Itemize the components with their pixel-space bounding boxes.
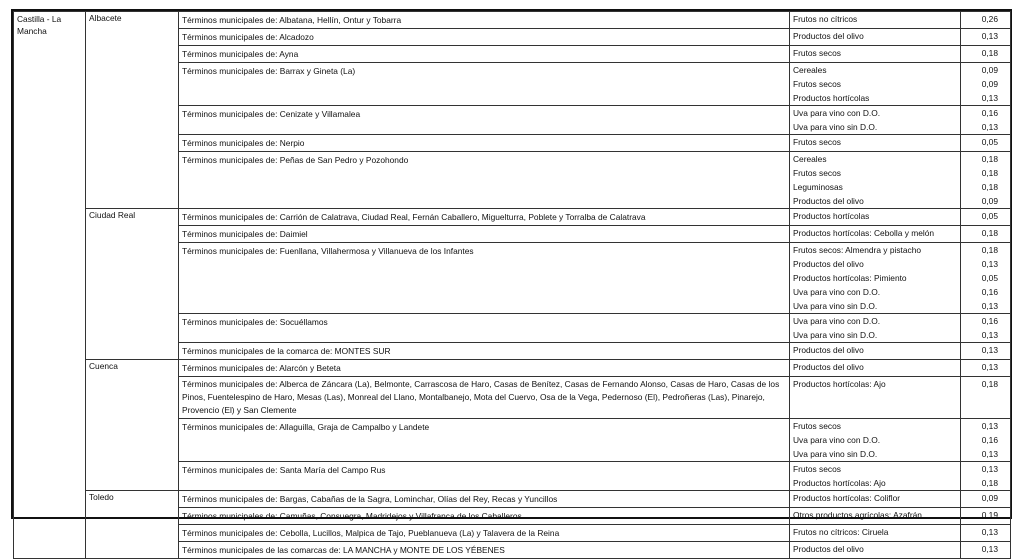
reduction-value: 0,13 (981, 301, 998, 311)
province-cell: Albacete (86, 12, 179, 209)
reduction-value: 0,18 (981, 228, 998, 238)
province-cell: Cuenca (86, 360, 179, 491)
reduction-value: 0,09 (981, 79, 998, 89)
product-label: Uva para vino con D.O. (793, 435, 881, 445)
terms-cell: Términos municipales de: Alarcón y Beteta (179, 360, 790, 377)
product-label: Frutos secos: Almendra y pistacho (793, 245, 922, 255)
table-row (14, 491, 1011, 508)
product-cell (790, 419, 961, 462)
reduction-value: 0,05 (981, 273, 998, 283)
reduction-value: 0,13 (981, 464, 998, 474)
reduction-value: 0,13 (981, 122, 998, 132)
terms-cell: Términos municipales de: Alcadozo (179, 29, 790, 46)
product-cell (790, 29, 961, 46)
value-cell (961, 542, 1011, 559)
reduction-value: 0,09 (981, 196, 998, 206)
terms-cell: Términos municipales de: Ayna (179, 46, 790, 63)
terms-cell: Términos municipales de: Peñas de San Pedro y Pozohondo (179, 152, 790, 209)
product-label: Cereales (793, 154, 827, 164)
product-cell (790, 226, 961, 243)
reduction-value: 0,13 (981, 345, 998, 355)
product-cell (790, 135, 961, 152)
table-row (14, 12, 1011, 29)
reduction-value: 0,26 (981, 14, 998, 24)
terms-cell: Términos municipales de las comarcas de: LA MANCHA y MONTE DE LOS YÉBENES (179, 542, 790, 559)
value-cell (961, 419, 1011, 462)
product-label: Uva para vino con D.O. (793, 316, 881, 326)
reduction-value: 0,18 (981, 154, 998, 164)
product-cell (790, 525, 961, 542)
reduction-value: 0,05 (981, 211, 998, 221)
product-cell (790, 12, 961, 29)
value-cell (961, 209, 1011, 226)
terms-cell: Términos municipales de: Bargas, Cabañas de la Sagra, Lominchar, Olías del Rey, Recas y Yuncillos (179, 491, 790, 508)
terms-cell: Términos municipales de: Cebolla, Lucillos, Malpica de Tajo, Pueblanueva (La) y Talavera de la Reina (179, 525, 790, 542)
reduction-value: 0,18 (981, 48, 998, 58)
product-cell (790, 377, 961, 419)
product-label: Frutos secos (793, 137, 841, 147)
product-cell (790, 542, 961, 559)
product-label: Cereales (793, 65, 827, 75)
reduction-table (13, 11, 1011, 559)
reduction-value: 0,13 (981, 31, 998, 41)
product-label: Leguminosas (793, 182, 843, 192)
reduction-value: 0,13 (981, 527, 998, 537)
product-label: Productos del olivo (793, 259, 864, 269)
value-cell (961, 135, 1011, 152)
reduction-value: 0,18 (981, 379, 998, 389)
value-cell (961, 46, 1011, 63)
reduction-value: 0,09 (981, 493, 998, 503)
community-cell: Castilla - La Mancha (14, 12, 86, 559)
product-label: Productos del olivo (793, 362, 864, 372)
terms-cell: Términos municipales de: Socuéllamos (179, 314, 790, 343)
province-cell: Ciudad Real (86, 209, 179, 360)
reduction-value: 0,16 (981, 435, 998, 445)
reduction-value: 0,16 (981, 287, 998, 297)
value-cell (961, 29, 1011, 46)
product-label: Productos hortícolas: Ajo (793, 478, 886, 488)
terms-cell: Términos municipales de: Barrax y Gineta (La) (179, 63, 790, 106)
value-cell (961, 525, 1011, 542)
product-label: Uva para vino sin D.O. (793, 330, 878, 340)
value-cell (961, 12, 1011, 29)
product-label: Productos del olivo (793, 196, 864, 206)
terms-cell: Términos municipales de: Fuenllana, Villahermosa y Villanueva de los Infantes (179, 243, 790, 314)
product-label: Productos hortícolas (793, 93, 870, 103)
product-label: Productos hortícolas: Pimiento (793, 273, 907, 283)
product-label: Uva para vino sin D.O. (793, 122, 878, 132)
product-label: Frutos no cítricos (793, 14, 858, 24)
reduction-value: 0,13 (981, 449, 998, 459)
value-cell (961, 491, 1011, 508)
terms-cell: Términos municipales de: Carrión de Calatrava, Ciudad Real, Fernán Caballero, Miguelturra, Poblete y Torralba de Calatrava (179, 209, 790, 226)
product-label: Otros productos agrícolas: Azafrán (793, 510, 922, 520)
reduction-value: 0,18 (981, 182, 998, 192)
reduction-value: 0,13 (981, 330, 998, 340)
product-cell (790, 209, 961, 226)
value-cell (961, 343, 1011, 360)
value-cell (961, 152, 1011, 209)
terms-cell: Términos municipales de: Daimiel (179, 226, 790, 243)
table-body (14, 12, 1011, 559)
reduction-value: 0,13 (981, 93, 998, 103)
product-label: Uva para vino sin D.O. (793, 301, 878, 311)
table-frame (11, 9, 1012, 555)
product-label: Frutos no cítricos: Ciruela (793, 527, 889, 537)
reduction-value: 0,13 (981, 362, 998, 372)
table-row (14, 209, 1011, 226)
product-label: Frutos secos (793, 48, 841, 58)
product-cell (790, 343, 961, 360)
product-cell (790, 46, 961, 63)
value-cell (961, 243, 1011, 314)
product-label: Productos hortícolas: Cebolla y melón (793, 228, 935, 238)
product-label: Productos del olivo (793, 31, 864, 41)
product-label: Productos hortícolas: Coliflor (793, 493, 901, 503)
province-cell: Toledo (86, 491, 179, 559)
reduction-value: 0,13 (981, 544, 998, 554)
product-label: Productos del olivo (793, 544, 864, 554)
terms-cell: Términos municipales de: Allaguilla, Graja de Campalbo y Landete (179, 419, 790, 462)
product-label: Frutos secos (793, 168, 841, 178)
product-label: Frutos secos (793, 421, 841, 431)
terms-cell: Términos municipales de: Nerpio (179, 135, 790, 152)
product-cell (790, 508, 961, 525)
terms-cell: Términos municipales de: Cenizate y Villamalea (179, 106, 790, 135)
product-label: Uva para vino con D.O. (793, 287, 881, 297)
value-cell (961, 106, 1011, 135)
product-cell (790, 106, 961, 135)
product-label: Frutos secos (793, 464, 841, 474)
reduction-value: 0,09 (981, 65, 998, 75)
product-cell (790, 491, 961, 508)
product-cell (790, 243, 961, 314)
terms-cell: Términos municipales de la comarca de: MONTES SUR (179, 343, 790, 360)
terms-cell: Términos municipales de: Albatana, Hellín, Ontur y Tobarra (179, 12, 790, 29)
reduction-value: 0,18 (981, 245, 998, 255)
product-cell (790, 152, 961, 209)
product-cell (790, 462, 961, 491)
value-cell (961, 462, 1011, 491)
product-label: Frutos secos (793, 79, 841, 89)
value-cell (961, 63, 1011, 106)
reduction-value: 0,18 (981, 168, 998, 178)
product-cell (790, 360, 961, 377)
value-cell (961, 508, 1011, 525)
terms-cell: Términos municipales de: Alberca de Záncara (La), Belmonte, Carrascosa de Haro, Casas de Benítez, Casas de Fernando Alonso, Casas de Haro, Casas de los Pinos, Fuentelespino de Haro, Mesas (Las), Monreal del Llano, Montalbanejo, Mota del Cuervo, Osa de la Vega, Pedernoso (El), Pedroñeras (Las), Pinarejo, Provencio (El) y San Clemente (179, 377, 790, 419)
product-label: Productos del olivo (793, 345, 864, 355)
terms-cell: Términos municipales de: Camuñas, Consuegra, Madridejos y Villafranca de los Caballeros (179, 508, 790, 525)
reduction-value: 0,13 (981, 259, 998, 269)
table-row (14, 360, 1011, 377)
reduction-value: 0,18 (981, 478, 998, 488)
reduction-value: 0,16 (981, 316, 998, 326)
reduction-value: 0,05 (981, 137, 998, 147)
value-cell (961, 360, 1011, 377)
value-cell (961, 314, 1011, 343)
product-label: Productos hortícolas (793, 211, 870, 221)
product-cell (790, 314, 961, 343)
product-label: Uva para vino con D.O. (793, 108, 881, 118)
terms-cell: Términos municipales de: Santa María del Campo Rus (179, 462, 790, 491)
value-cell (961, 377, 1011, 419)
product-cell (790, 63, 961, 106)
reduction-value: 0,19 (981, 510, 998, 520)
value-cell (961, 226, 1011, 243)
product-label: Productos hortícolas: Ajo (793, 379, 886, 389)
product-label: Uva para vino sin D.O. (793, 449, 878, 459)
reduction-value: 0,13 (981, 421, 998, 431)
reduction-value: 0,16 (981, 108, 998, 118)
